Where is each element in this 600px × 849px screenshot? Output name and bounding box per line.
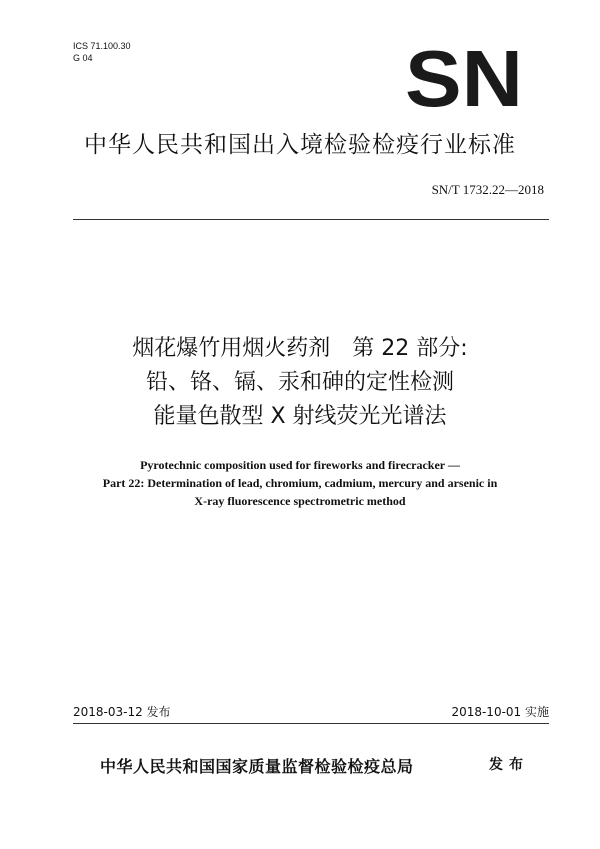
sn-logo (404, 44, 524, 112)
chinese-title-line-3: 能量色散型 X 射线荧光光谱法 (153, 404, 447, 429)
publish-label: 发布 (489, 757, 529, 773)
issuing-authority-header: 中华人民共和国出入境检验检疫行业标准 (84, 132, 516, 158)
english-title (0, 456, 600, 510)
english-title-line-1: Pyrotechnic composition used for fireworks and firecracker — (140, 458, 460, 472)
sn-logo-text: SN (405, 44, 523, 112)
issue-date: 2018-03-12 发布 (73, 705, 171, 719)
chinese-title-line-1: 烟花爆竹用烟火药剂 第 22 部分: (132, 336, 468, 361)
ccs-code: G 04 (73, 53, 93, 63)
standard-number: SN/T 1732.22—2018 (431, 182, 544, 197)
effective-date: 2018-10-01 实施 (451, 705, 549, 719)
header-divider (73, 219, 549, 220)
chinese-title-line-2: 铅、铬、镉、汞和砷的定性检测 (145, 370, 454, 395)
issuing-agency: 中华人民共和国国家质量监督检验检疫总局 (100, 757, 414, 776)
footer-divider (73, 723, 549, 724)
english-title-line-3: X-ray fluorescence spectrometric method (194, 494, 406, 508)
classification-codes (73, 40, 131, 64)
ics-code: ICS 71.100.30 (73, 41, 131, 51)
english-title-line-2: Part 22: Determination of lead, chromium, cadmium, mercury and arsenic in (102, 476, 498, 490)
chinese-title (0, 332, 600, 434)
